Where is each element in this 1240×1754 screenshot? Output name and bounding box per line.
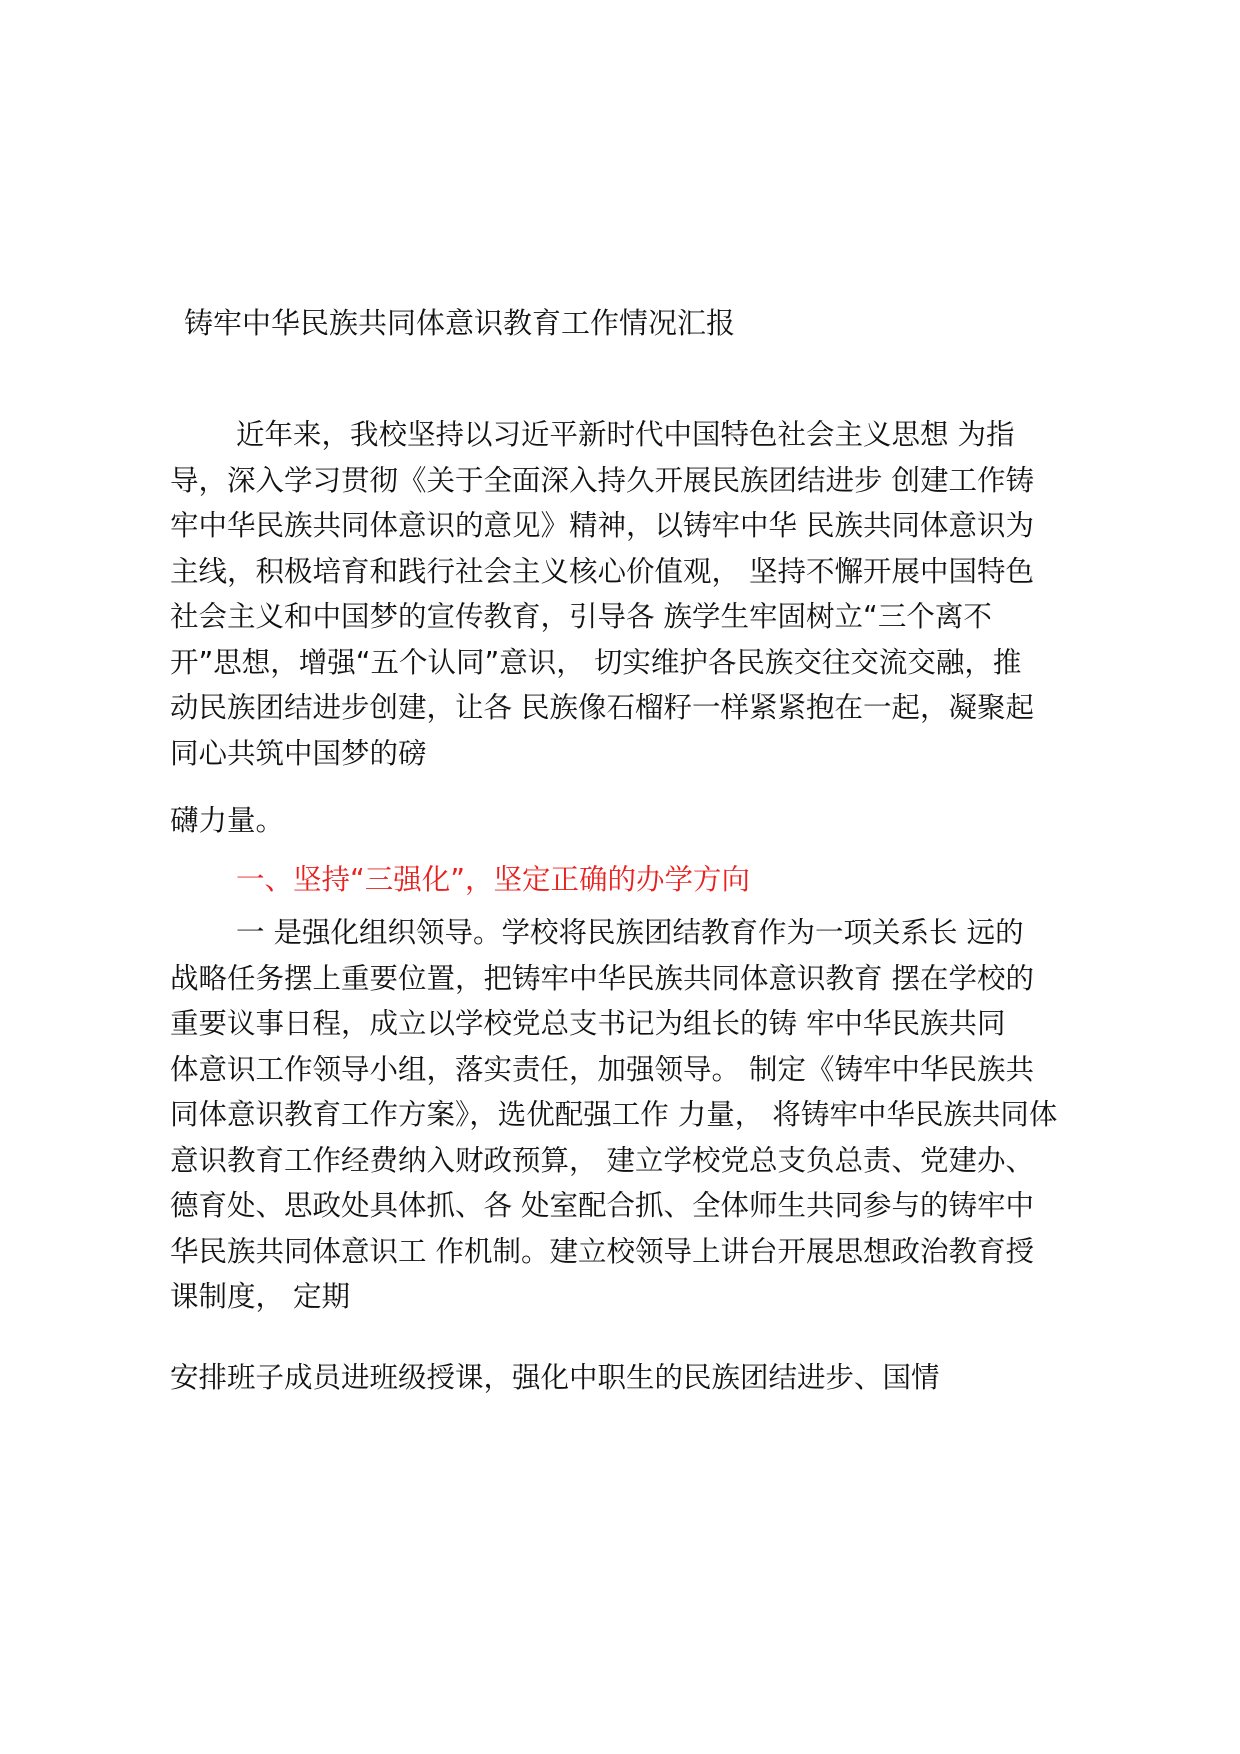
- text-line: 开”思想，增强“五个认同”意识， 切实维护各民族交往交流交融，推: [170, 645, 1022, 679]
- text-line: 社会主义和中国梦的宣传教育，引导各 族学生牢固树立“三个离不: [170, 600, 992, 633]
- intro-paragraph: [170, 412, 1100, 776]
- text-line: 牢中华民族共同体意识的意见》精神，以铸牢中华 民族共同体意识为: [170, 509, 1035, 542]
- text-line: 一 是强化组织领导。学校将民族团结教育作为一项关系长 远的: [236, 916, 1024, 949]
- text-line: 同体意识教育工作方案》，选优配强工作 力量， 将铸牢中华民族共同体: [170, 1098, 1058, 1131]
- document-title: 铸牢中华民族共同体意识教育工作情况汇报: [184, 306, 736, 340]
- text-line: 主线，积极培育和践行社会主义核心价值观， 坚持不懈开展中国特色: [170, 554, 1035, 588]
- text-line: 导，深入学习贯彻《关于全面深入持久开展民族团结进步 创建工作铸: [170, 463, 1035, 497]
- text-line: 战略任务摆上重要位置，把铸牢中华民族共同体意识教育 摆在学校的: [170, 961, 1035, 995]
- text-line: 德育处、思政处具体抓、各 处室配合抓、全体师生共同参与的铸牢中: [170, 1189, 1035, 1222]
- text-line: 同心共筑中国梦的磅: [170, 736, 427, 770]
- text-line: 安排班子成员进班级授课，强化中职生的民族团结进步、国情: [170, 1361, 940, 1394]
- text-line: 华民族共同体意识工 作机制。建立校领导上讲台开展思想政治教育授: [170, 1234, 1035, 1268]
- text-line: 重要议事日程，成立以学校党总支书记为组长的铸 牢中华民族共同: [170, 1007, 1006, 1040]
- intro-paragraph-continuation: [170, 798, 1100, 844]
- section-paragraph: [170, 910, 1100, 1320]
- section-heading: 一、坚持“三强化”，坚定正确的办学方向: [236, 863, 751, 896]
- text-line: 意识教育工作经费纳入财政预算， 建立学校党总支负总责、党建办、: [170, 1143, 1035, 1177]
- text-line: 礴力量。: [170, 804, 285, 837]
- section-paragraph-continuation: [170, 1355, 1100, 1401]
- text-line: 课制度， 定期: [170, 1280, 351, 1313]
- text-line: 体意识工作领导小组，落实责任，加强领导。 制定《铸牢中华民族共: [170, 1052, 1035, 1086]
- text-line: 动民族团结进步创建，让各 民族像石榴籽一样紧紧抱在一起，凝聚起: [170, 691, 1035, 724]
- text-line: 近年来，我校坚持以习近平新时代中国特色社会主义思想 为指: [236, 418, 1015, 451]
